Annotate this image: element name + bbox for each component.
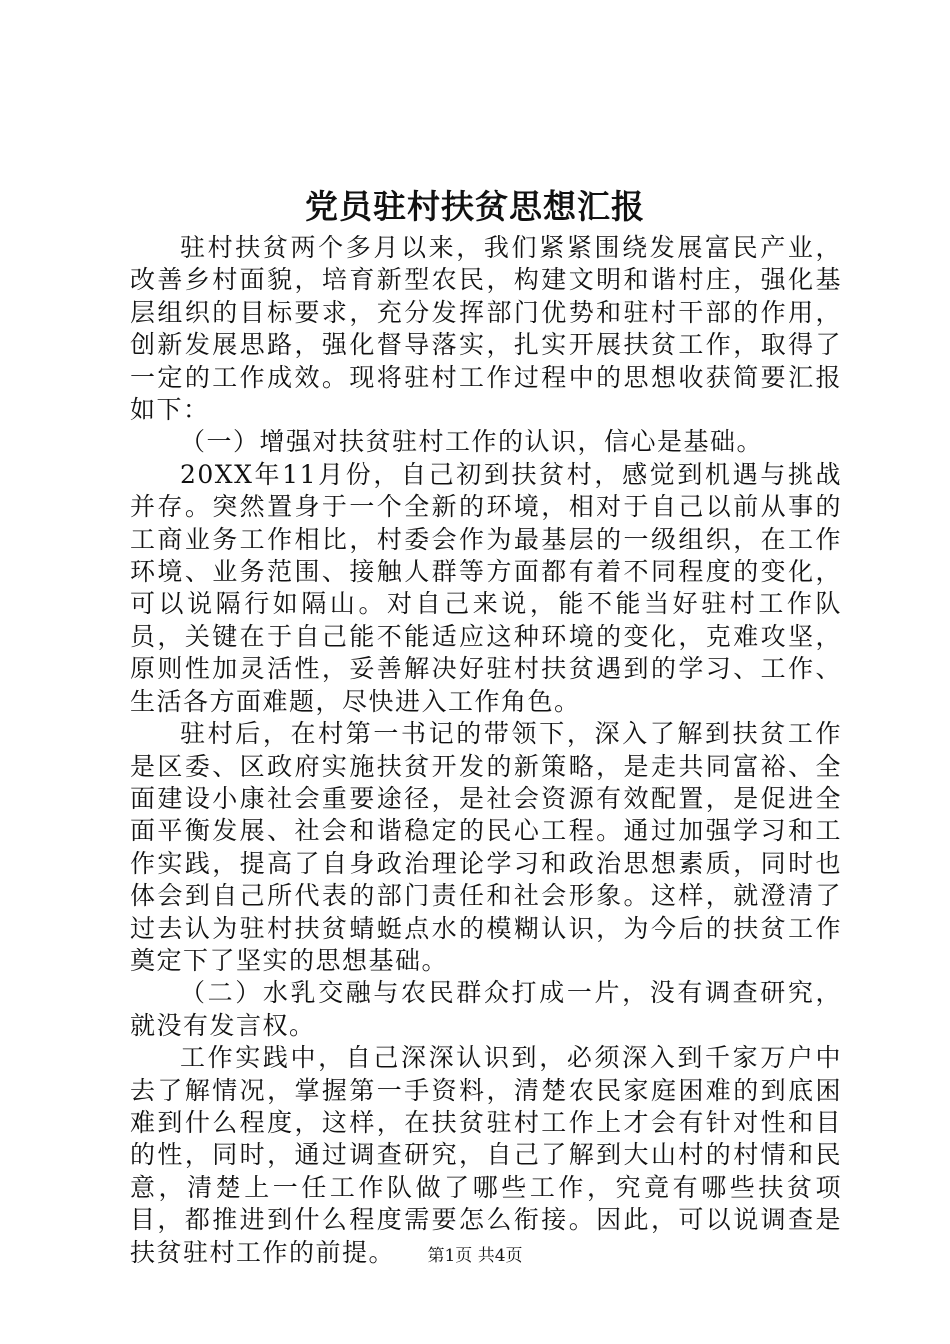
section-heading-2: （二）水乳交融与农民群众打成一片，没有调查研究，就没有发言权。 — [130, 978, 842, 1040]
document-title: 党员驻村扶贫思想汇报 — [305, 187, 645, 226]
paragraph-investigation: 工作实践中，自己深深认识到，必须深入到千家万户中去了解情况，掌握第一手资料，清楚农民家庭困难的到底困难到什么程度，这样，在扶贫驻村工作上才会有针对性和目的性，同时，通过调查研究，自己了解到大山村的村情和民意，清楚上一任工作队做了哪些工作，究竟有哪些扶贫项目，都推进到什么程度需要怎么衔接。因此，可以说调查是扶贫驻村工作的前提。 — [130, 1043, 842, 1267]
paragraph-understanding: 驻村后，在村第一书记的带领下，深入了解到扶贫工作是区委、区政府实施扶贫开发的新策略，是走共同富裕、全面建设小康社会重要途径，是社会资源有效配置，是促进全面平衡发展、社会和谐稳定的民心工程。通过加强学习和工作实践，提高了自身政治理论学习和政治思想素质，同时也体会到自己所代表的部门责任和社会形象。这样，就澄清了过去认为驻村扶贫蜻蜓点水的模糊认识，为今后的扶贫工作奠定下了坚实的思想基础。 — [130, 719, 842, 975]
paragraph-arrival: 20XX年11月份，自己初到扶贫村，感觉到机遇与挑战并存。突然置身于一个全新的环境，相对于自己以前从事的工商业务工作相比，村委会作为最基层的一级组织，在工作环境、业务范围、接触人群等方面都有着不同程度的变化，可以说隔行如隔山。对自己来说，能不能当好驻村工作队员，关键在于自己能不能适应这种环境的变化，克难攻坚，原则性加灵活性，妥善解决好驻村扶贫遇到的学习、工作、生活各方面难题，尽快进入工作角色。 — [130, 459, 842, 716]
section-heading-1: （一）增强对扶贫驻村工作的认识，信心是基础。 — [180, 427, 764, 457]
paragraph-intro: 驻村扶贫两个多月以来，我们紧紧围绕发展富民产业，改善乡村面貌，培育新型农民，构建文明和谐村庄，强化基层组织的目标要求，充分发挥部门优势和驻村干部的作用，创新发展思路，强化督导落实，扎实开展扶贫工作，取得了一定的工作成效。现将驻村工作过程中的思想收获简要汇报如下： — [130, 233, 842, 425]
document-body — [130, 232, 842, 1269]
page-number: 第1页 共4页 — [427, 1246, 523, 1266]
